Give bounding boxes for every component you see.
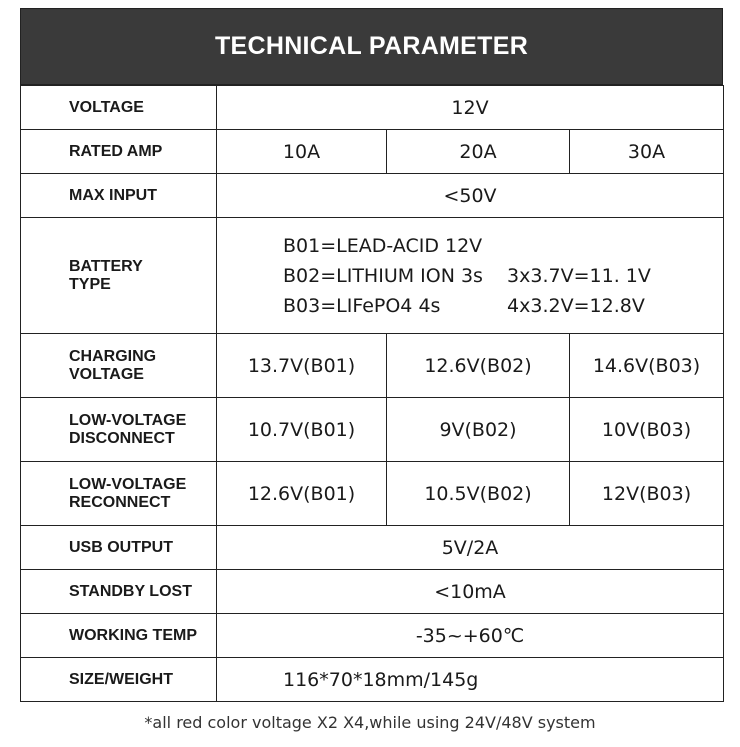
table-title: TECHNICAL PARAMETER xyxy=(20,8,723,85)
battery-config: 4x3.2V=12.8V xyxy=(507,294,645,317)
label-line: LOW-VOLTAGE xyxy=(69,475,187,493)
row-battery-type xyxy=(21,218,724,334)
row-label: WORKING TEMP xyxy=(21,614,217,658)
parameter-table xyxy=(20,85,724,702)
battery-code: B01=LEAD-ACID 12V xyxy=(283,234,483,257)
row-label: VOLTAGE xyxy=(21,86,217,130)
label-line: DISCONNECT xyxy=(69,429,175,447)
cell-value: 10V(B03) xyxy=(570,398,724,462)
battery-code: B02=LITHIUM ION 3s xyxy=(283,264,483,287)
battery-code: B03=LIFePO4 4s xyxy=(283,294,441,317)
row-label: STANDBY LOST xyxy=(21,570,217,614)
row-label: SIZE/WEIGHT xyxy=(21,658,217,702)
label-line: BATTERY xyxy=(69,257,143,275)
row-label xyxy=(21,462,217,526)
label-line: VOLTAGE xyxy=(69,365,144,383)
parameter-sheet xyxy=(20,8,723,702)
row-working-temp xyxy=(21,614,724,658)
row-label xyxy=(21,334,217,398)
row-label xyxy=(21,218,217,334)
battery-config: 3x3.7V=11. 1V xyxy=(507,264,651,287)
cell-value: 10.7V(B01) xyxy=(217,398,387,462)
cell-value: 10A xyxy=(217,130,387,174)
label-line: TYPE xyxy=(69,275,111,293)
label-line: CHARGING xyxy=(69,347,157,365)
cell-value: 10.5V(B02) xyxy=(387,462,570,526)
cell-value: 12.6V(B02) xyxy=(387,334,570,398)
row-label xyxy=(21,398,217,462)
row-value: 5V/2A xyxy=(217,526,724,570)
row-low-voltage-disconnect xyxy=(21,398,724,462)
cell-value: 20A xyxy=(387,130,570,174)
cell-value: 30A xyxy=(570,130,724,174)
row-label: MAX INPUT xyxy=(21,174,217,218)
cell-value: 14.6V(B03) xyxy=(570,334,724,398)
battery-line xyxy=(283,291,723,321)
cell-value: 12V(B03) xyxy=(570,462,724,526)
row-value: <50V xyxy=(217,174,724,218)
label-line: RECONNECT xyxy=(69,493,171,511)
row-value: 12V xyxy=(217,86,724,130)
battery-line xyxy=(283,231,723,261)
battery-type-cell xyxy=(217,218,724,334)
cell-value: 9V(B02) xyxy=(387,398,570,462)
row-value: -35~+60℃ xyxy=(217,614,724,658)
row-standby-lost xyxy=(21,570,724,614)
row-size-weight xyxy=(21,658,724,702)
cell-value: 12.6V(B01) xyxy=(217,462,387,526)
row-charging-voltage xyxy=(21,334,724,398)
row-label: RATED AMP xyxy=(21,130,217,174)
row-max-input xyxy=(21,174,724,218)
label-line: LOW-VOLTAGE xyxy=(69,411,187,429)
row-rated-amp xyxy=(21,130,724,174)
battery-line xyxy=(283,261,723,291)
row-value: <10mA xyxy=(217,570,724,614)
footnote: *all red color voltage X2 X4,while using 24V/48V system xyxy=(144,713,596,732)
row-label: USB OUTPUT xyxy=(21,526,217,570)
row-usb-output xyxy=(21,526,724,570)
row-low-voltage-reconnect xyxy=(21,462,724,526)
row-voltage xyxy=(21,86,724,130)
cell-value: 13.7V(B01) xyxy=(217,334,387,398)
row-value: 116*70*18mm/145g xyxy=(217,658,724,702)
